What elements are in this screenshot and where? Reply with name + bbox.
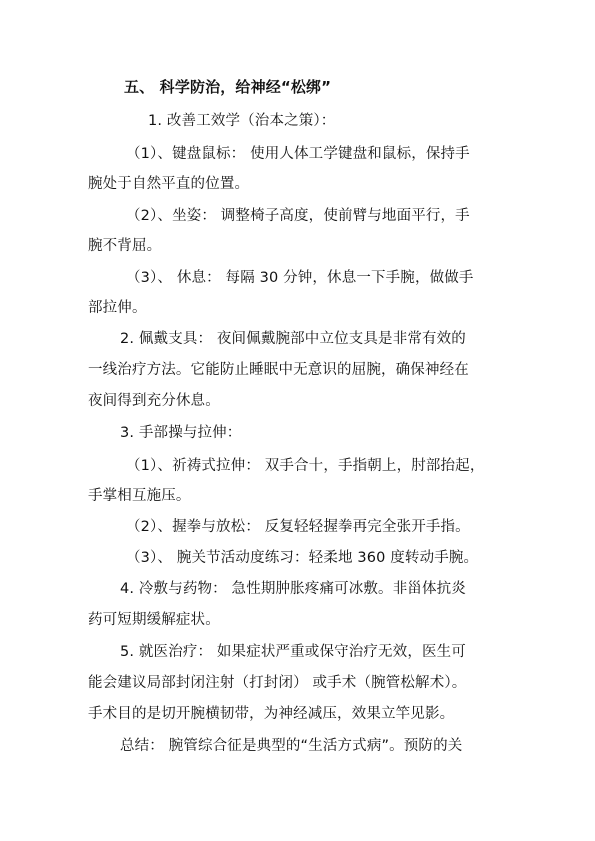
paragraph-line: 部拉伸。 (88, 300, 147, 316)
paragraph-line: （2）、握拳与放松： 反复轻轻握拳再完全张开手指。 (126, 519, 470, 535)
paragraph-line: 手掌相互施压。 (88, 488, 191, 504)
paragraph-line: 一线治疗方法。它能防止睡眠中无意识的屈腕，确保神经在 (88, 362, 469, 378)
paragraph-line: 药可短期缓解症状。 (88, 612, 220, 628)
paragraph-line: （2）、坐姿： 调整椅子高度，使前臂与地面平行，手 (126, 208, 470, 224)
paragraph-line: （1）、祈祷式拉伸： 双手合十，手指朝上，肘部抬起， (126, 458, 485, 474)
paragraph-line: 1. 改善工效学（治本之策）： (148, 113, 336, 129)
paragraph-line: 3. 手部操与拉伸： (120, 425, 242, 441)
paragraph-line: 夜间得到充分休息。 (88, 393, 220, 409)
paragraph-line: （1）、键盘鼠标： 使用人体工学键盘和鼠标，保持手 (126, 146, 470, 162)
paragraph-line: 腕处于自然平直的位置。 (88, 176, 250, 192)
paragraph-line: 2. 佩戴支具： 夜间佩戴腕部中立位支具是非常有效的 (120, 331, 466, 347)
paragraph-line: 5. 就医治疗： 如果症状严重或保守治疗无效，医生可 (120, 644, 466, 660)
paragraph-line: （3）、 腕关节活动度练习：轻柔地 360 度转动手腕。 (126, 550, 479, 566)
section-heading: 五、 科学防治，给神经“松绑” (124, 78, 332, 96)
paragraph-line: 腕不背屈。 (88, 238, 162, 254)
paragraph-line: 能会建议局部封闭注射（打封闭） 或手术（腕管松解术）。 (88, 675, 467, 691)
paragraph-line: （3）、 休息： 每隔 30 分钟，休息一下手腕，做做手 (126, 270, 474, 286)
paragraph-line: 4. 冷敷与药物： 急性期肿胀疼痛可冰敷。非甾体抗炎 (120, 581, 466, 597)
paragraph-line: 总结： 腕管综合征是典型的“生活方式病”。预防的关 (120, 738, 463, 754)
paragraph-line: 手术目的是切开腕横韧带，为神经减压，效果立竿见影。 (88, 706, 455, 722)
